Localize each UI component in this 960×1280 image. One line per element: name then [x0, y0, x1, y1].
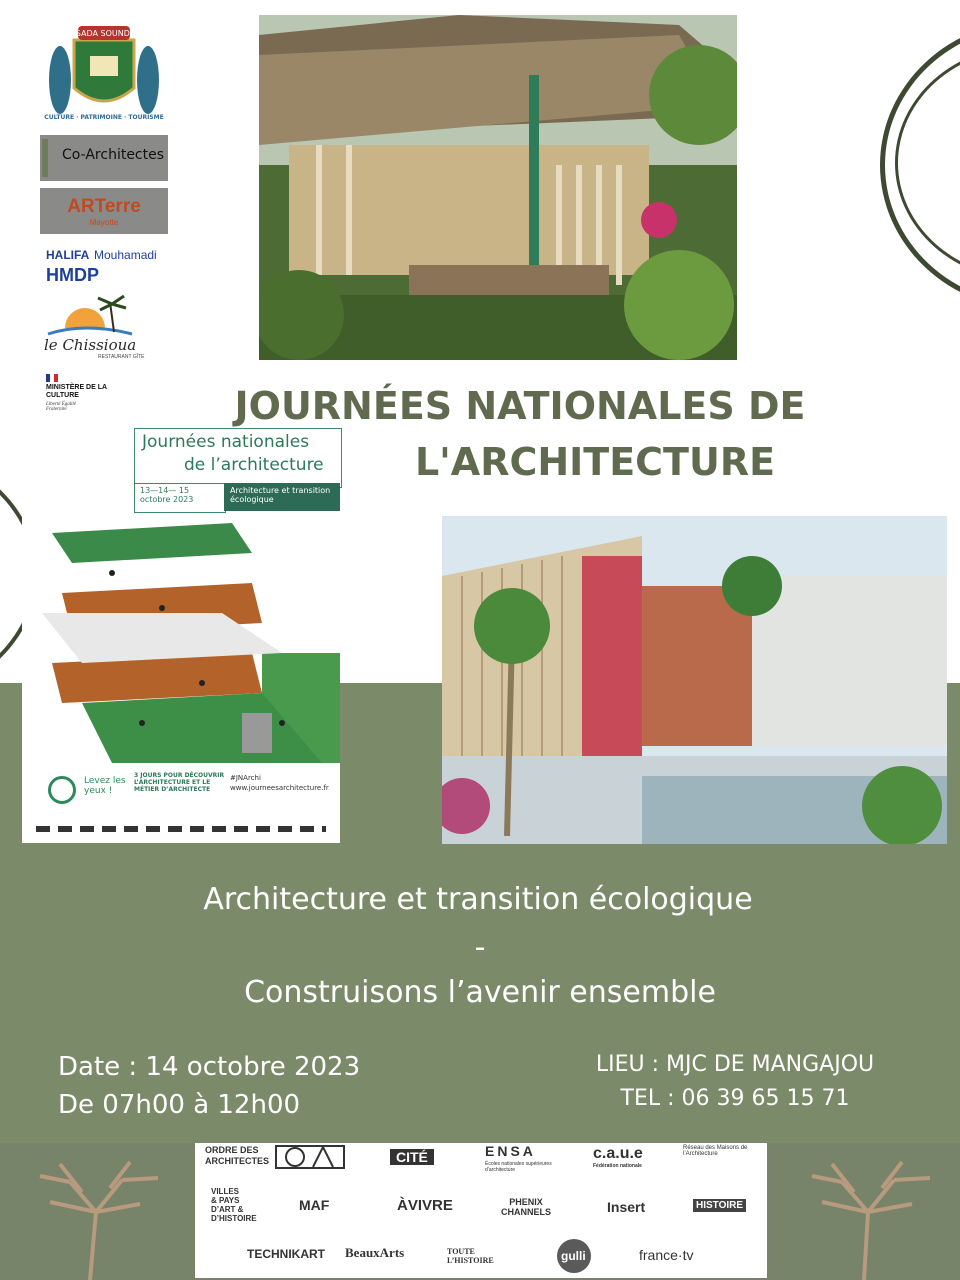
halifa-logo	[40, 245, 168, 290]
co-architectes-logo	[40, 135, 168, 181]
event-date: Date : 14 octobre 2023	[58, 1052, 361, 1082]
partner-oda: ORDRE DES ARCHITECTES	[205, 1145, 270, 1166]
poster-dates: 13—14— 15 octobre 2023	[140, 486, 194, 504]
partner-maf: MAF	[299, 1197, 330, 1213]
event-hours: De 07h00 à 12h00	[58, 1090, 301, 1120]
le-chissioua-logo	[40, 292, 168, 364]
event-place: LIEU : MJC DE MANGAJOU	[595, 1052, 875, 1077]
ministere-culture-logo	[46, 374, 126, 418]
partner-francetv: france·tv	[639, 1247, 694, 1263]
partner-villes: VILLES & PAYS D’ART & D’HISTOIRE	[211, 1187, 257, 1223]
partner-reseau: Réseau des Maisons de l’Architecture	[683, 1145, 748, 1157]
jna-poster	[22, 428, 340, 843]
le-chissioua-label: le Chissioua	[44, 336, 137, 354]
partner-toute: TOUTE L’HISTOIRE	[447, 1247, 494, 1265]
le-chissioua-sub: RESTAURANT GÎTE	[98, 354, 145, 360]
partner-phenix: PHENIX CHANNELS	[501, 1197, 552, 1217]
theme-line2: Construisons l’avenir ensemble	[244, 975, 716, 1010]
arterre-sub: Mayotte	[89, 218, 119, 227]
ministere-label: MINISTÈRE DE LA CULTURE	[46, 384, 107, 399]
poster-illustration	[22, 513, 340, 763]
partner-avivre: ÀVIVRE	[397, 1197, 453, 1214]
title-line2: L'ARCHITECTURE	[414, 440, 776, 484]
title-line1: JOURNÉES NATIONALES DE	[234, 384, 806, 428]
poster-title-line2: de l’architecture	[184, 455, 324, 475]
sada-soundi-banner: SADA SOUNDI	[75, 29, 133, 38]
partner-cite: CITÉ	[390, 1149, 434, 1165]
poster-levez: Levez les yeux !	[84, 776, 126, 796]
hmdp-label: HMDP	[46, 265, 99, 285]
partner-ensa-sub: Écoles nationales supérieures d’architecture	[485, 1161, 552, 1173]
tree-left-icon	[10, 1152, 180, 1280]
building-render-photo	[442, 516, 947, 844]
partner-insert: Insert	[607, 1199, 646, 1215]
levez-icon	[48, 776, 76, 804]
sada-soundi-logo	[40, 18, 168, 128]
partner-ensa: ENSA	[485, 1143, 536, 1159]
poster-days: 3 JOURS POUR DÉCOUVRIR L’ARCHITECTURE ET LE MÉTIER D’ARCHITECTE	[134, 772, 225, 793]
poster-theme: Architecture et transition écologique	[230, 486, 331, 504]
halifa-label: HALIFA	[46, 248, 90, 262]
partner-gulli: gulli	[561, 1249, 586, 1263]
poster-url: www.journeesarchitecture.fr	[230, 784, 329, 792]
poster-hashtag: #JNArchi	[230, 774, 261, 782]
partner-logos	[195, 1143, 767, 1278]
ministere-motto: Liberté Égalité Fraternité	[46, 402, 77, 412]
co-architectes-label: Co-Architectes	[62, 147, 165, 163]
sada-soundi-tagline: CULTURE · PATRIMOINE · TOURISME	[44, 114, 164, 121]
partner-technikart: TECHNIKART	[247, 1247, 325, 1261]
oda-mark-icon	[275, 1145, 345, 1169]
partner-histoire: HISTOIRE	[693, 1199, 746, 1212]
arterre-logo	[40, 188, 168, 234]
partner-beauxarts: BeauxArts	[345, 1245, 405, 1260]
french-flag-icon	[46, 374, 58, 382]
theme-line1: Architecture et transition écologique	[203, 882, 753, 917]
partner-caue: c.a.u.e	[593, 1145, 643, 1162]
halifa-name: Mouhamadi	[94, 248, 157, 262]
poster-partner-strip	[36, 826, 326, 832]
poster-title-line1: Journées nationales	[142, 432, 310, 452]
partner-caue-sub: Fédération nationale	[593, 1163, 642, 1169]
arterre-label: ARTerre	[67, 196, 141, 217]
tree-right-icon	[780, 1152, 950, 1280]
bamboo-hut-photo	[259, 15, 737, 360]
event-phone: TEL : 06 39 65 15 71	[620, 1086, 850, 1111]
theme-separator: -	[474, 930, 486, 965]
